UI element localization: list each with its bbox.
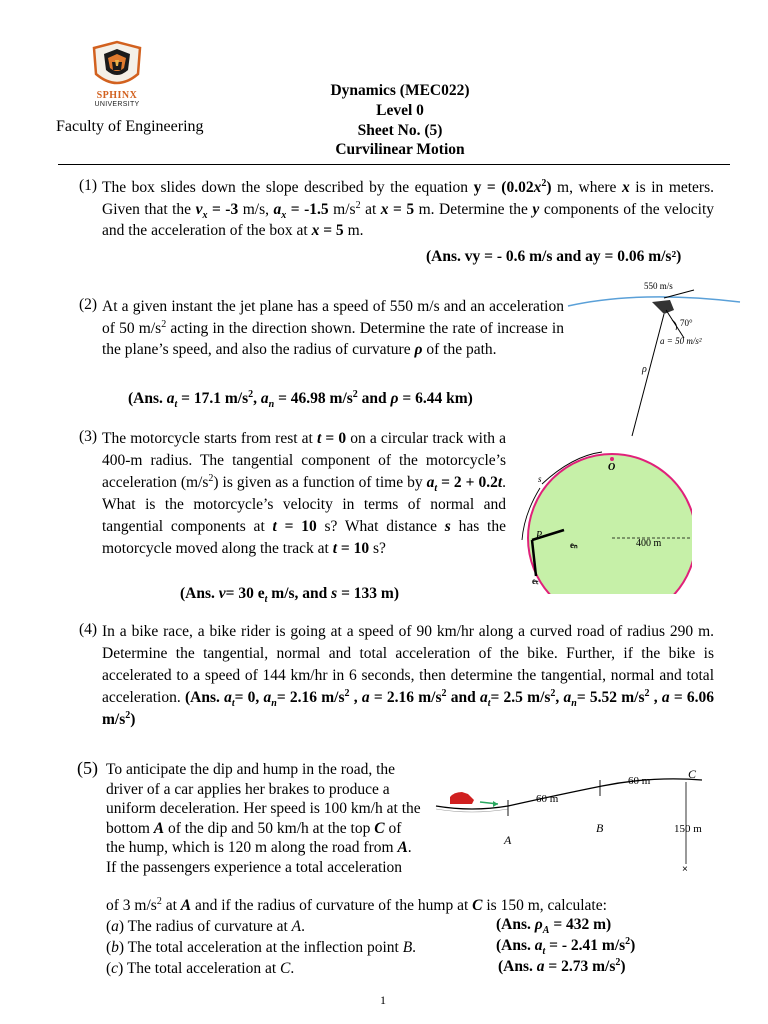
problem-1-text: The box slides down the slope described by the equation $y = (0.02x^2)$ m, where x is in meters. Given that the $v_x = -3$ m/s, $a_x = -1.5$ $m/s^2$ at x = 5 m. Determine the y components of the velocity and the acceleration of the box at x = 5 m. (102, 177, 715, 239)
problem-5-answer-a: (Ans. $\rho_A = 432$ m) (496, 916, 612, 937)
problem-5-text-cont: of 3 $m/s^2$ at A and if the radius of curvature of the hump at C is 150 m, calculate: (106, 895, 607, 914)
dist-ab-label: 60 m (536, 793, 559, 805)
problem-3-text: The motorcycle starts from rest at t = 0 on a circular track with a 400-m radius. The tangential component of the motorcycle’s acceleration $(m/s^2)$ is given as a function of time by $a_t = 2 + 0.2t$. What is the motorcycle’s velocity in terms of normal and tangential components at t = 10 s? What distance s has the motorcycle moved along the track at t = 10 s? (102, 430, 507, 557)
problem-2-number: (2) (79, 296, 98, 313)
point-b-label: B (596, 821, 604, 835)
radius-c-label: 150 m (674, 823, 702, 835)
rho-label: ρ (642, 364, 647, 375)
faculty-label: Faculty of Engineering (56, 118, 204, 135)
topic-title: Curvilinear Motion (335, 141, 465, 158)
circular-track-figure (512, 444, 692, 594)
point-c-label: C (688, 767, 697, 781)
course-title: Dynamics (MEC022) (330, 82, 470, 99)
road-profile (436, 779, 702, 809)
svg-text:×: × (682, 864, 688, 875)
problem-5-text: To anticipate the dip and hump in the road, the driver of a car applies her brakes to produce a uniform deceleration. Her speed is 100 km/h at the bottom A of the dip and 50 km/h at the top C of the hump, which is 120 m along the road from A. If the passengers experience a total acceleration (106, 761, 421, 876)
dip-hump-figure (432, 764, 732, 884)
level-title: Level 0 (376, 102, 424, 119)
car-icon (450, 792, 474, 804)
en-label: eₙ (570, 540, 578, 550)
problem-5-part-a: (a) The radius of curvature at A. (106, 918, 305, 935)
et-label: eₜ (532, 576, 539, 586)
header-divider (58, 164, 730, 165)
sheet-title: Sheet No. (5) (357, 122, 443, 139)
problem-5-answer-c: (Ans. a = 2.73 $m/s^2$) (498, 956, 626, 975)
university-logo (88, 40, 146, 112)
problem-4-text: In a bike race, a bike rider is going at a speed of 90 km/hr along a curved road of radius 290 m. Determine the tangential, normal and total acceleration of the bike. Further, if the bike is accelerated to a speed of 144 km/hr in 6 seconds, then determine the tangential, normal and total acceleration. (Ans. $a_t= 0$, $a_n= 2.16$ $m/s^2$ , a = 2.16 $m/s^2$ and $a_t= 2.5$ $m/s^2$, $a_n= 5.52$ $m/s^2$ , a = 6.06 $m/s^2$) (102, 623, 715, 728)
radius-label: 400 m (636, 538, 662, 549)
university-name: SPHINX (96, 90, 138, 101)
problem-5-part-b: (b) The total acceleration at the inflection point B. (106, 939, 417, 956)
accel-label: a = 50 m/s² (660, 336, 702, 346)
problem-3-number: (3) (79, 428, 98, 445)
point-a-label: A (504, 833, 512, 847)
problem-5-number: (5) (77, 758, 98, 778)
problem-2-text: At a given instant the jet plane has a speed of 550 m/s and an acceleration of 50 $m/s^2$ acting in the direction shown. Determine the rate of increase in the plane’s speed, and also the radius of curvature ρ of the path. (102, 298, 564, 358)
page-number: 1 (380, 993, 386, 1007)
university-sub: UNIVERSITY (94, 101, 140, 108)
radius-line (632, 314, 664, 436)
p-label: P (536, 530, 543, 541)
speed-label: 550 m/s (644, 281, 673, 291)
problem-3-answer: (Ans. v= 30 $e_t$ m/s, and s = 133 m) (180, 585, 399, 606)
problem-4-number: (4) (79, 621, 98, 638)
problem-1-answer: (Ans. vy = - 0.6 m/s and ay = 0.06 m/s²) (426, 248, 682, 265)
s-label: s (538, 474, 542, 484)
problem-1-number: (1) (79, 177, 98, 194)
dist-bc-label: 60 m (628, 775, 651, 787)
problem-2-answer: (Ans. $a_t = 17.1$ $m/s^2$, $a_n = 46.98$ $m/s^2$ and ρ = 6.44 km) (128, 388, 473, 411)
flight-path (568, 297, 740, 306)
jet-plane-icon (652, 300, 674, 314)
sphinx-crest-icon (88, 40, 146, 92)
jet-plane-figure (560, 276, 750, 442)
center-label: O (608, 462, 616, 473)
problem-5-part-c: (c) The total acceleration at C. (106, 960, 295, 977)
angle-label: 70° (680, 318, 693, 328)
problem-5-answer-b: (Ans. $a_t$ = - 2.41 $m/s^2$) (496, 935, 636, 958)
